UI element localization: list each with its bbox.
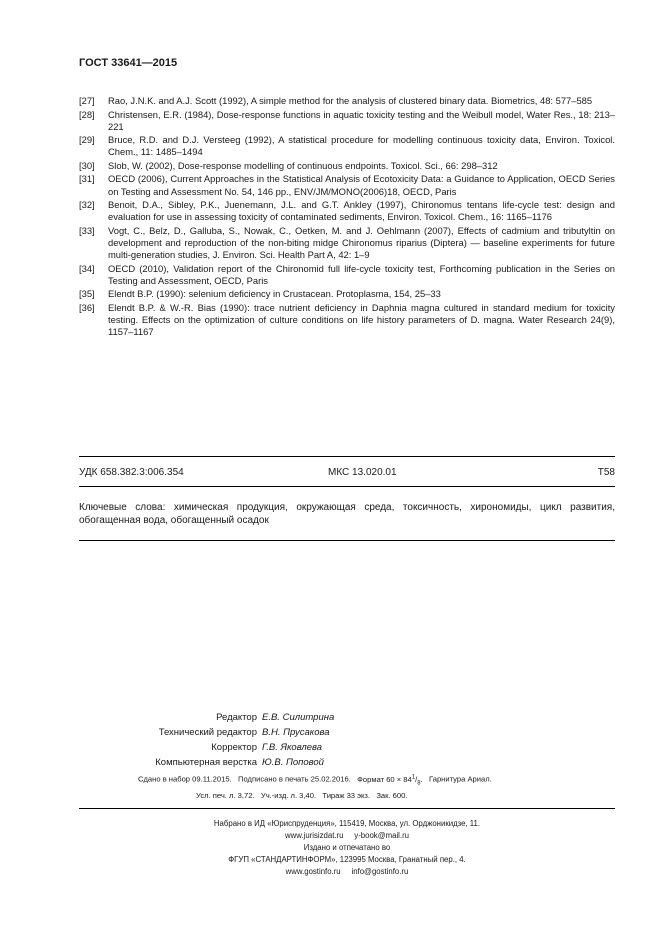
reference-number: [35] <box>79 288 95 300</box>
print-format: Формат $60 \times 84^1/_8$. <box>357 774 423 787</box>
reference-text: Bruce, R.D. and D.J. Versteeg (1992), A statistical procedure for modelling continuous toxicity data, Environ. Toxicol. Chem., 11: 1485–1494 <box>108 134 615 158</box>
reference-number: [32] <box>79 199 95 211</box>
reference-number: [36] <box>79 301 95 313</box>
editorial-credits <box>79 710 334 770</box>
reference-item <box>79 173 615 197</box>
print-info-line1: Сдано в набор 09.11.2015. Подписано в печать 25.02.2016. Формат $60 \times 84^1/_8$. Гарнитура Ариал. <box>138 774 492 787</box>
print-info-line2: Усл. печ. л. 3,72. Уч.-изд. л. 3,40. Тираж 33 экз. Зак. 600. <box>196 791 408 800</box>
reference-item <box>79 160 615 172</box>
reference-number: [28] <box>79 108 95 120</box>
editor-line: Редактор Е.В. Силитрина <box>216 712 335 723</box>
divider-top <box>79 456 615 457</box>
tech-editor-line: Технический редактор В.Н. Прусакова <box>158 727 330 738</box>
reference-item <box>79 199 615 223</box>
reference-text: Elendt B.P. (1990): selenium deficiency in Crustacean. Protoplasma, 154, 25–33 <box>108 288 441 300</box>
publisher-contacts: www.jurisizdat.ru y-book@mail.ru <box>284 831 410 840</box>
udk-code: УДК 658.382.3:006.354 <box>79 467 184 478</box>
document-header: ГОСТ 33641—2015 <box>79 57 178 69</box>
printer-contacts: www.gostinfo.ru info@gostinfo.ru <box>285 867 409 876</box>
reference-item <box>79 288 615 300</box>
proofreader-line: Корректор Г.В. Яковлева <box>211 742 323 753</box>
layout-line: Компьютерная верстка Ю.В. Поповой <box>155 757 324 768</box>
reference-text: OECD (2010), Validation report of the Chironomid full life-cycle toxicity test, Forthcoming publication in the Series on Testing and Assessment, OECD, Paris <box>108 262 615 286</box>
reference-number: [29] <box>79 134 95 146</box>
reference-item <box>79 263 615 287</box>
reference-number: [33] <box>79 224 95 236</box>
reference-text: Elendt B.P. & W.-R. Bias (1990): trace nutrient deficiency in Daphnia magna cultured in standard medium for toxicity testing. Effects on the optimization of culture conditions on life history parameters of D. magna. Water Research 24(9), 1157–1167 <box>108 301 615 338</box>
reference-item <box>79 134 615 158</box>
divider-middle <box>79 486 615 487</box>
reference-text: Slob, W. (2002), Dose-response modelling of continuous endpoints. Toxicol. Sci., 66: 298–312 <box>108 159 498 171</box>
group-code: T58 <box>597 467 615 478</box>
reference-item <box>79 302 615 339</box>
mks-code: МКС 13.020.01 <box>328 467 397 478</box>
references-list <box>79 95 615 340</box>
reference-text: OECD (2006), Current Approaches in the Statistical Analysis of Ecotoxicity Data: a Guidance to Application, OECD Series on Testing and Assessment No. 54, 146 pp., ENV/JM/MONO(2006)18, OECD, Paris <box>108 173 615 197</box>
reference-text: Vogt, C., Belz, D., Galluba, S., Nowak, C., Oetken, M. and J. Oehlmann (2007), Effects of cadmium and tributyltin on development and reproduction of the non-biting midge Chironomus riparius (Diptera) — baseline experiments for future multi-generation studies, J. Environ. Sci. Health Part A, 42: 1–9 <box>108 224 615 261</box>
reference-item <box>79 225 615 262</box>
printer-intro: Издано и отпечатано во <box>303 843 391 852</box>
reference-text: Christensen, E.R. (1984), Dose-response functions in aquatic toxicity testing and the Weibull model, Water Res., 18: 213–221 <box>108 108 615 132</box>
divider-bottom <box>79 540 615 541</box>
reference-text: Benoit, D.A., Sibley, P.K., Juenemann, J.L. and G.T. Ankley (1997), Chironomus tentans life-cycle test: design and evaluation for use in assessing toxicity of contaminated sediments, Environ. Toxicol. Chem., 16: 1165–1176 <box>108 199 615 223</box>
reference-text: Rao, J.N.K. and A.J. Scott (1992), A simple method for the analysis of clustered binary data. Biometrics, 48: 577–585 <box>108 95 593 106</box>
reference-item <box>79 109 615 133</box>
divider-print <box>79 808 615 809</box>
reference-number: [31] <box>79 173 95 185</box>
publisher-address: Набрано в ИД «Юриспруденция», 115419, Москва, ул. Орджоникидзе, 11. <box>213 819 481 828</box>
reference-number: [30] <box>79 159 95 171</box>
reference-number: [34] <box>79 262 95 274</box>
reference-number: [27] <box>79 95 95 106</box>
keywords: Ключевые слова: химическая продукция, окружающая среда, токсичность, хирономиды, цикл развития, обогащенная вода, обогащенный осадок <box>79 502 615 526</box>
reference-item <box>79 95 615 107</box>
printer-address: ФГУП «СТАНДАРТИНФОРМ», 123995 Москва, Гранатный пер., 4. <box>228 855 466 864</box>
